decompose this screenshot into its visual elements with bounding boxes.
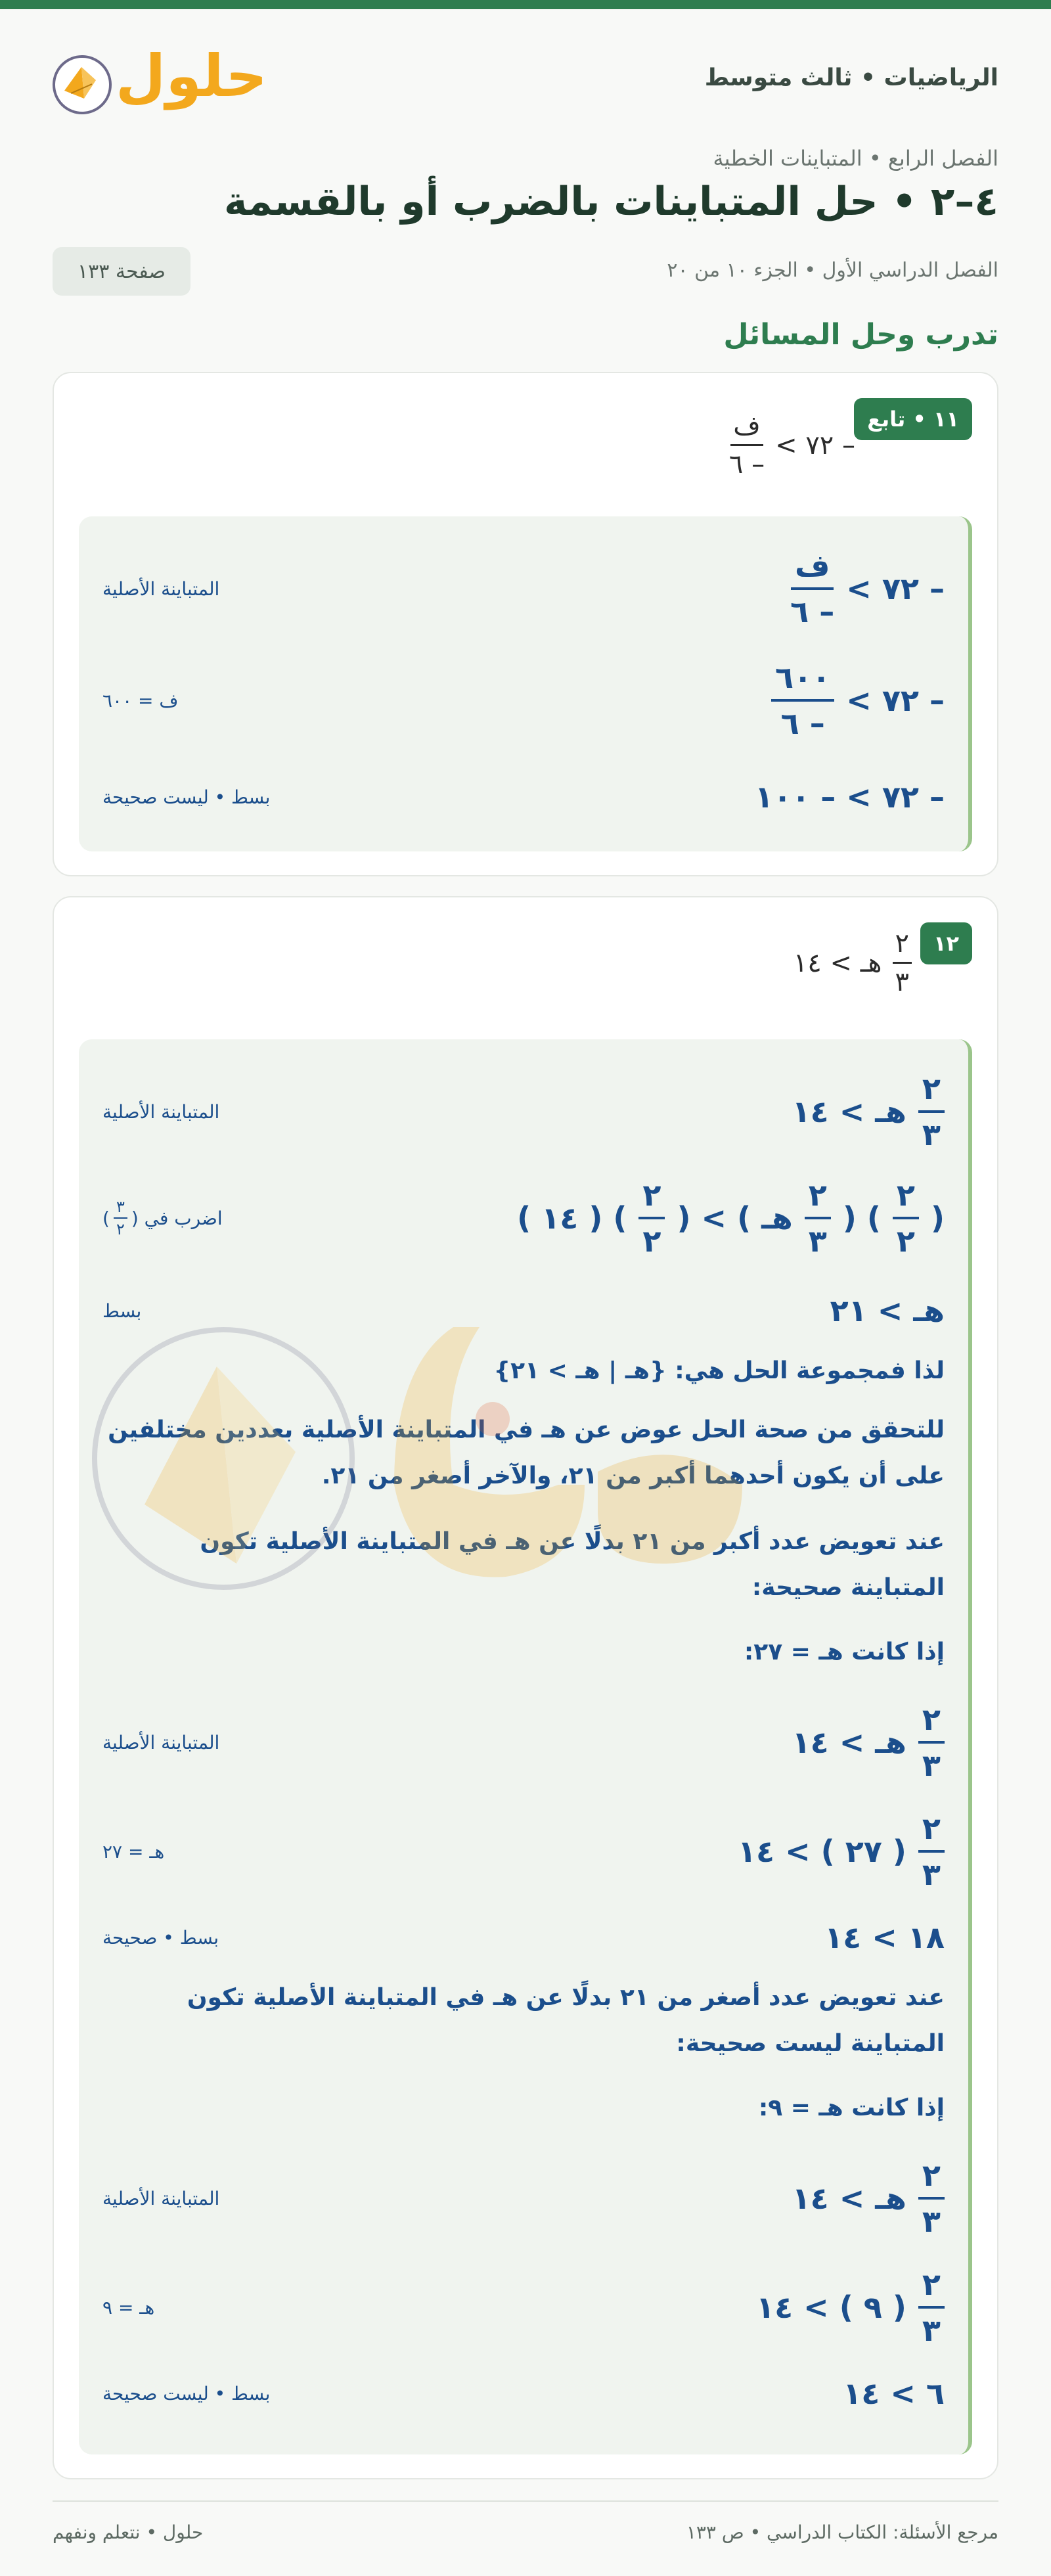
fraction-numerator: ٢ xyxy=(638,1180,665,1219)
expr-fraction xyxy=(918,2158,945,2239)
fraction-numerator: ف xyxy=(730,413,763,446)
step-note: المتباينة الأصلية xyxy=(102,2187,220,2209)
breadcrumb[interactable]: الفصل الرابع • المتباينات الخطية xyxy=(713,146,998,171)
fraction-denominator: ٣ xyxy=(922,1857,941,1892)
logo[interactable] xyxy=(53,42,267,118)
greater-case-text: عند تعويض عدد أكبر من ٢١ بدلًا عن هـ في المتباينة الأصلية تكون المتباينة صحيحة: xyxy=(200,1528,945,1602)
solution-step xyxy=(102,2376,945,2411)
note-text: اضرب في ( xyxy=(131,1207,223,1229)
solution-step xyxy=(102,1073,945,1150)
step-expression xyxy=(792,1073,945,1150)
step-expression: ٦ > ١٤ xyxy=(843,2376,945,2411)
step-expression xyxy=(790,548,945,629)
page-number-chip[interactable]: صفحة ١٣٣ xyxy=(53,247,190,296)
fraction-denominator: ٣ xyxy=(922,2203,941,2239)
note-text: ) xyxy=(102,1207,110,1229)
expr-rest: هـ > ١٤ xyxy=(792,2181,906,2216)
fraction-denominator: ٢ xyxy=(896,1223,915,1259)
fraction-numerator: ف xyxy=(791,551,834,590)
expr-lhs: – ٧٢ > xyxy=(846,571,945,606)
top-accent-bar xyxy=(0,0,1051,9)
part-meta: الفصل الدراسي الأول • الجزء ١٠ من ٢٠ xyxy=(667,259,998,282)
question-fraction xyxy=(893,930,912,995)
step-note: ف = ٦٠٠ xyxy=(102,689,179,712)
step-note: المتباينة الأصلية xyxy=(102,1731,220,1753)
step-note: بسط • ليست صحيحة xyxy=(102,2382,271,2405)
section-title: تدرب وحل المسائل xyxy=(723,318,998,351)
expr-rest: ( ٢٧ ) > ١٤ xyxy=(737,1834,906,1869)
expr-end: ) ( ١٤ ) xyxy=(517,1200,627,1236)
note-fraction xyxy=(114,1199,127,1237)
question-text xyxy=(729,413,855,478)
fraction-numerator: ٣ xyxy=(114,1199,127,1219)
footer-reference: مرجع الأسئلة: الكتاب الدراسي • ص ١٣٣ xyxy=(686,2521,998,2543)
expr-lhs: – ٧٢ > xyxy=(846,683,945,718)
expr-rest: هـ > ١٤ xyxy=(792,1725,906,1760)
fraction-numerator: ٦٠٠ xyxy=(771,662,834,702)
logo-wordmark: حلول xyxy=(116,42,267,110)
solution-step xyxy=(102,660,945,741)
expr-fraction xyxy=(805,1177,831,1259)
step-expression: ١٨ > ١٤ xyxy=(824,1920,945,1955)
question-number-badge: ١١ • تابع xyxy=(854,398,972,440)
fraction-numerator: ٢ xyxy=(918,1813,945,1853)
step-expression: هـ > ٢١ xyxy=(830,1293,945,1328)
subject-label: الرياضيات • ثالث متوسط xyxy=(704,64,998,91)
solution-step xyxy=(102,1293,945,1328)
question-number-badge: ١٢ xyxy=(920,922,972,964)
solution-step xyxy=(102,1811,945,1892)
question-fraction xyxy=(729,413,765,478)
fraction-denominator: – ٦ xyxy=(780,706,825,741)
fraction-numerator: ٢ xyxy=(918,1704,945,1744)
step-note: هـ = ٢٧ xyxy=(102,1840,165,1863)
step-expression: – ٧٢ > – ١٠٠ xyxy=(755,779,945,815)
solution-step xyxy=(102,2158,945,2239)
paren-pair: ) ( xyxy=(842,1200,881,1236)
step-note xyxy=(102,1199,223,1237)
solution-step xyxy=(102,1920,945,1955)
fraction-numerator: ٢ xyxy=(918,1073,945,1113)
fraction-numerator: ٢ xyxy=(805,1180,831,1219)
fraction-denominator: – ٦ xyxy=(728,449,765,480)
solution-panel xyxy=(79,1039,972,2454)
expr-fraction xyxy=(771,660,834,741)
question-text xyxy=(794,930,912,995)
expr-middle: هـ ) > ( xyxy=(677,1200,793,1236)
page-title: ٤–٢ • حل المتباينات بالضرب أو بالقسمة xyxy=(223,179,998,225)
verify-text: للتحقق من صحة الحل عوض عن هـ في المتباينة الأصلية بعددين مختلفين على أن يكون أحدهما أكبر من ٢١، والآخر أصغر من ٢١. xyxy=(108,1416,945,1490)
footer-divider xyxy=(53,2500,998,2502)
step-note: هـ = ٩ xyxy=(102,2296,155,2318)
expr-fraction xyxy=(918,1811,945,1892)
expr-rest: هـ > ١٤ xyxy=(792,1094,906,1129)
case-value-text: إذا كانت هـ = ٩: xyxy=(758,2094,945,2121)
solution-step xyxy=(102,779,945,815)
expr-rest: ( ٩ ) > ١٤ xyxy=(756,2290,906,2325)
fraction-denominator: ٣ xyxy=(895,967,909,997)
logo-book-icon xyxy=(53,55,112,114)
step-note: بسط xyxy=(102,1299,142,1322)
fraction-denominator: ٣ xyxy=(808,1223,827,1259)
solution-step xyxy=(102,548,945,629)
fraction-numerator: ٢ xyxy=(918,2269,945,2309)
expr-fraction xyxy=(918,2267,945,2348)
step-note: بسط • ليست صحيحة xyxy=(102,786,271,808)
fraction-denominator: ٣ xyxy=(922,1117,941,1152)
question-card-12 xyxy=(53,896,998,2479)
footer-brand: حلول • نتعلم ونفهم xyxy=(53,2521,204,2543)
question-rest: هـ > ١٤ xyxy=(793,947,882,978)
question-lhs: – ٧٢ > xyxy=(775,430,855,461)
fraction-numerator: ٢ xyxy=(893,930,912,964)
paren-open: ( xyxy=(930,1200,945,1236)
fraction-numerator: ٢ xyxy=(893,1180,919,1219)
solution-set-text: لذا فمجموعة الحل هي: {هـ | هـ > ٢١} xyxy=(493,1357,945,1384)
solution-step xyxy=(102,2267,945,2348)
step-expression xyxy=(771,660,945,741)
step-note: بسط • صحيحة xyxy=(102,1926,219,1949)
solution-step xyxy=(102,1177,945,1259)
step-note: المتباينة الأصلية xyxy=(102,577,220,600)
solution-step xyxy=(102,1702,945,1783)
step-expression xyxy=(756,2267,945,2348)
header xyxy=(53,42,998,118)
step-expression xyxy=(517,1177,945,1259)
fraction-denominator: – ٦ xyxy=(790,594,835,629)
fraction-denominator: ٢ xyxy=(116,1220,125,1238)
expr-fraction xyxy=(918,1073,945,1150)
fraction-denominator: ٣ xyxy=(922,1748,941,1783)
fraction-numerator: ٢ xyxy=(918,2160,945,2200)
expr-fraction xyxy=(790,548,835,629)
step-note: المتباينة الأصلية xyxy=(102,1100,220,1123)
expr-fraction xyxy=(893,1177,919,1259)
question-card-11 xyxy=(53,372,998,876)
step-expression xyxy=(737,1811,945,1892)
case-value-text: إذا كانت هـ = ٢٧: xyxy=(744,1638,945,1665)
solution-panel xyxy=(79,516,972,851)
expr-fraction xyxy=(638,1177,665,1259)
fraction-denominator: ٣ xyxy=(922,2313,941,2348)
fraction-denominator: ٢ xyxy=(642,1223,661,1259)
step-expression xyxy=(792,1702,945,1783)
smaller-case-text: عند تعويض عدد أصغر من ٢١ بدلًا عن هـ في المتباينة الأصلية تكون المتباينة ليست صحيحة: xyxy=(187,1984,945,2058)
expr-fraction xyxy=(918,1702,945,1783)
step-expression xyxy=(792,2158,945,2239)
